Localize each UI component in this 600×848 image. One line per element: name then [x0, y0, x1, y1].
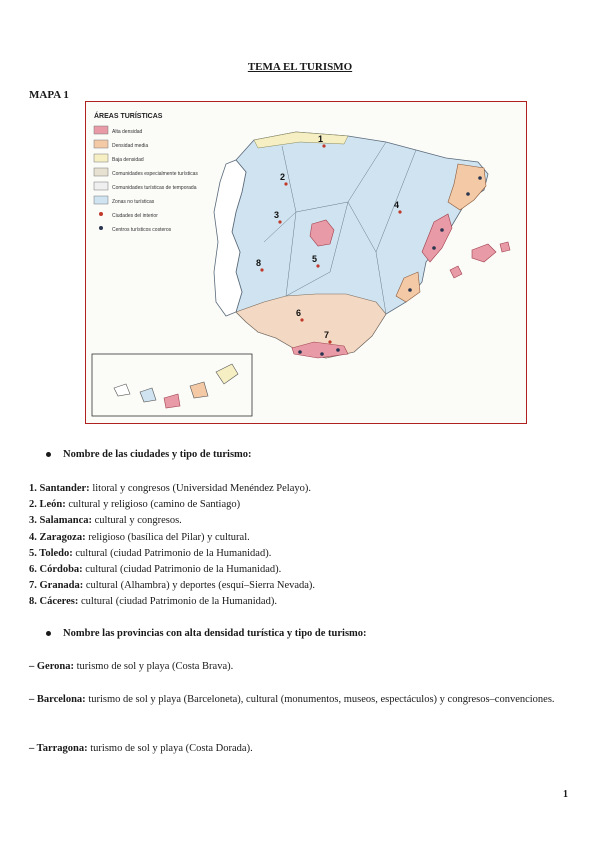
legend-item — [94, 154, 144, 163]
coastal-center-marker — [336, 348, 340, 352]
legend-swatch — [94, 140, 108, 148]
map-label: MAPA 1 — [29, 89, 69, 101]
coastal-center-marker — [466, 192, 470, 196]
page-number: 1 — [563, 789, 568, 800]
bullet-icon — [46, 452, 51, 457]
city-marker — [328, 340, 331, 343]
city-marker — [300, 318, 303, 321]
legend-label: Zonas no turísticas — [112, 199, 155, 205]
legend-swatch — [94, 196, 108, 204]
page-title: TEMA EL TURISMO — [247, 61, 353, 73]
city-number-label: 4 — [394, 200, 400, 210]
city-desc: cultural (ciudad Patrimonio de la Humanidad). — [82, 564, 282, 576]
legend-label: Comunidades especialmente turísticas — [112, 171, 198, 177]
legend-item — [94, 126, 143, 135]
city-marker — [398, 210, 401, 213]
legend-label: Densidad media — [112, 143, 149, 149]
provinces-heading-text: Nombre las provincias con alta densidad turística y tipo de turismo: — [63, 628, 367, 639]
city-number-label: 6 — [296, 308, 302, 318]
city-name: 7. Granada: — [29, 580, 84, 592]
city-desc: litoral y congresos (Universidad Menéndez Pelayo). — [89, 483, 311, 494]
city-desc: cultural y religioso (camino de Santiago) — [65, 499, 241, 511]
legend-item — [99, 226, 172, 233]
province-desc: turismo de sol y playa (Barceloneta), cultural (monumentos, museos, espectáculos) y congresos–convenciones. — [85, 694, 555, 705]
city-name: 2. León: — [29, 499, 66, 511]
coastal-center-marker — [432, 246, 436, 250]
coastal-center-marker — [320, 352, 324, 356]
map-legend — [94, 111, 198, 233]
coastal-center-marker — [478, 176, 482, 180]
peninsula — [214, 132, 488, 358]
legend-label: Centros turísticos costeros — [112, 227, 172, 233]
legend-swatch — [94, 126, 108, 134]
legend-swatch — [94, 154, 108, 162]
city-marker — [284, 182, 287, 185]
legend-item — [94, 140, 148, 149]
legend-item — [99, 212, 158, 219]
balearic-islands — [450, 242, 510, 278]
city-name: 3. Salamanca: — [29, 515, 92, 527]
province-name: – Barcelona: — [29, 694, 86, 705]
city-name: 8. Cáceres: — [29, 596, 79, 608]
legend-label: Baja densidad — [112, 157, 144, 163]
legend-swatch — [99, 226, 103, 230]
city-desc: cultural (ciudad Patrimonio de la Humanidad). — [78, 596, 277, 608]
legend-label: Alta densidad — [112, 129, 143, 135]
city-item — [29, 594, 569, 610]
city-number-label: 1 — [318, 134, 324, 144]
city-marker — [260, 268, 263, 271]
coastal-center-marker — [440, 228, 444, 232]
province-item — [29, 741, 559, 757]
city-desc: cultural y congresos. — [92, 515, 182, 527]
spain-map-svg — [86, 102, 526, 423]
legend-item — [94, 196, 155, 205]
city-desc: cultural (ciudad Patrimonio de la Humanidad). — [72, 547, 272, 559]
legend-swatch — [94, 182, 108, 190]
city-item — [29, 497, 569, 513]
city-number-label: 8 — [256, 258, 262, 268]
provinces-heading — [46, 628, 367, 639]
bullet-icon — [46, 631, 51, 636]
city-marker — [278, 220, 281, 223]
city-item — [29, 513, 569, 529]
legend-item — [94, 168, 198, 177]
legend-label: Ciudades del interior — [112, 213, 158, 219]
cities-heading-text: Nombre de las ciudades y tipo de turismo: — [63, 449, 252, 460]
city-item — [29, 481, 569, 497]
cities-list — [29, 481, 569, 611]
city-desc: cultural (Alhambra) y deportes (esquí–Sierra Nevada). — [83, 580, 316, 592]
city-name: 1. Santander: — [29, 483, 90, 494]
province-desc: turismo de sol y playa (Costa Dorada). — [87, 743, 253, 754]
city-marker — [316, 264, 319, 267]
city-desc: religioso (basílica del Pilar) y cultural. — [85, 531, 250, 543]
legend-label: Comunidades turísticas de temporada — [112, 185, 197, 191]
coastal-center-marker — [408, 288, 412, 292]
city-number-label: 2 — [280, 172, 286, 182]
province-name: – Gerona: — [29, 661, 75, 672]
coastal-center-marker — [298, 350, 302, 354]
legend-item — [94, 182, 197, 191]
tourism-map — [85, 101, 527, 424]
city-number-label: 7 — [324, 330, 330, 340]
city-name: 5. Toledo: — [29, 547, 73, 559]
province-item — [29, 692, 559, 708]
city-item — [29, 578, 569, 594]
legend-title: ÁREAS TURÍSTICAS — [94, 113, 163, 120]
city-name: 4. Zaragoza: — [29, 531, 86, 543]
city-number-label: 5 — [312, 254, 318, 264]
legend-swatch — [99, 212, 103, 216]
province-desc: turismo de sol y playa (Costa Brava). — [74, 661, 234, 672]
city-number-label: 3 — [274, 210, 280, 220]
province-item — [29, 659, 559, 675]
cities-heading — [46, 449, 252, 460]
legend-swatch — [94, 168, 108, 176]
city-item — [29, 562, 569, 578]
city-name: 6. Córdoba: — [29, 564, 83, 576]
city-marker — [322, 144, 325, 147]
city-item — [29, 546, 569, 562]
city-item — [29, 530, 569, 546]
canary-islands-inset — [92, 354, 252, 416]
province-name: – Tarragona: — [29, 743, 88, 754]
